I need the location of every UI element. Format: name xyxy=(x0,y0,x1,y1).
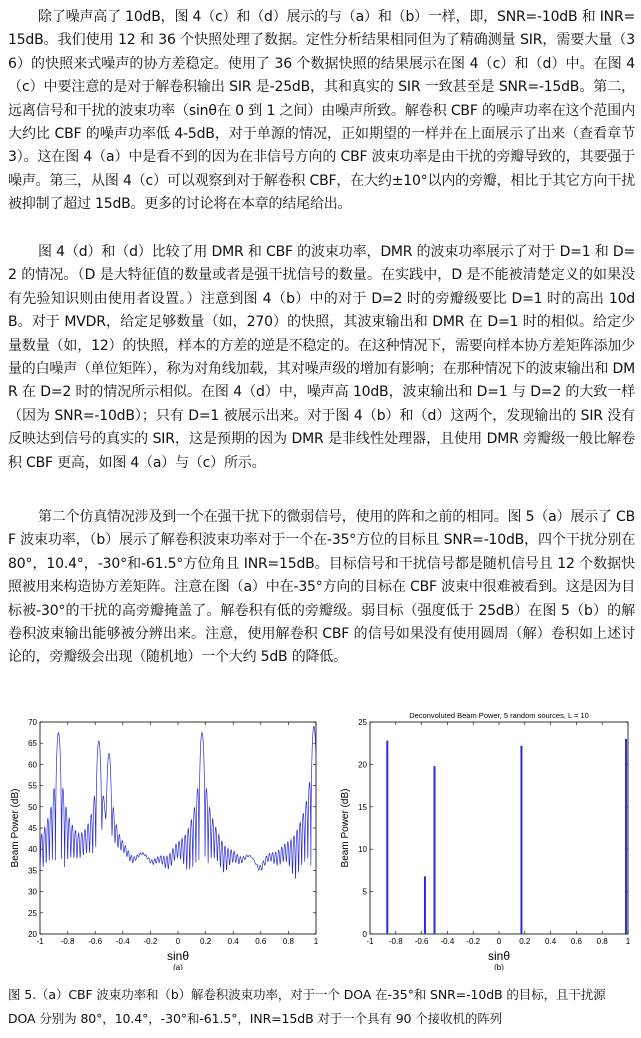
x-tick-label: -0.8 xyxy=(388,937,403,946)
y-tick-label: 25 xyxy=(28,908,37,918)
chart-title: Deconvoluted Beam Power, 5 random sources, L = 10 xyxy=(409,711,589,720)
deconv-peak-bar xyxy=(434,766,436,934)
x-tick-label: 0.2 xyxy=(200,937,212,946)
y-tick-label: 20 xyxy=(358,760,367,770)
figure-5a-cbf-plot xyxy=(6,708,322,974)
y-tick-label: 15 xyxy=(358,802,367,812)
x-tick-label: 0.6 xyxy=(570,937,582,946)
y-tick-label: 40 xyxy=(28,845,37,855)
x-tick-label: 0.4 xyxy=(227,937,239,946)
x-tick-label: -0.2 xyxy=(143,937,158,946)
x-tick-label: -0.2 xyxy=(466,937,481,946)
y-tick-label: 0 xyxy=(362,930,367,939)
deconv-peak-bar xyxy=(424,876,426,934)
deconv-plot-svg xyxy=(330,708,636,970)
x-tick-label: 0.4 xyxy=(545,937,557,946)
y-tick-label: 35 xyxy=(28,866,37,876)
y-tick-label: 55 xyxy=(28,781,37,791)
x-tick-label: -0.6 xyxy=(414,937,429,946)
deconv-peak-bar xyxy=(386,741,388,934)
deconv-peak-bar xyxy=(625,739,627,934)
y-tick-label: 20 xyxy=(28,930,37,939)
y-tick-label: 10 xyxy=(358,845,367,855)
paragraph-3: 第二个仿真情况涉及到一个在强干扰下的微弱信号，使用的阵和之前的相同。图 5（a）展示了 CBF 波束功率，（b）展示了解卷积波束功率对于一个在-35°方位的目标且 SNR=-10dB，四个干扰分别在 80°，10.4°，-30°和-61.5°方位角且 INR=15dB。目标信号和干扰信号都是随机信号且 12 个数据快照被用来构造协方差矩阵。注意在图（a）中在-35°方向的目标在 CBF 波束中很难被看到。这是因为目标被-30°的干扰的高旁瓣掩盖了。解卷积有低的旁瓣级。弱目标（强度低于 25dB）在图 5（b）的解卷积波束输出能够被分辨出来。注意，使用解卷积 CBF 的信号如果没有使用圆周（解）卷积如上述讨论的，旁瓣级会出现（随机地）一个大约 5dB 的降低。 xyxy=(8,509,635,666)
x-tick-label: -0.8 xyxy=(60,937,75,946)
x-tick-label: 0.6 xyxy=(255,937,267,946)
figure-5b-deconvolved-plot xyxy=(330,708,636,974)
x-tick-label: 0.2 xyxy=(519,937,531,946)
x-tick-label: 0 xyxy=(496,937,502,946)
x-tick-label: 1 xyxy=(625,937,631,946)
x-tick-label: -1 xyxy=(366,937,374,946)
y-tick-label: 60 xyxy=(28,760,37,770)
panel-label: (b) xyxy=(494,963,504,970)
x-tick-label: 1 xyxy=(313,937,319,946)
y-axis-label: Beam Power (dB) xyxy=(340,788,351,868)
x-tick-label: -0.4 xyxy=(115,937,130,946)
x-tick-label: 0.8 xyxy=(282,937,294,946)
panel-label: (a) xyxy=(173,963,183,970)
cbf-plot-svg xyxy=(6,708,322,970)
deconv-peak-bar xyxy=(520,746,522,934)
plot-frame xyxy=(40,722,316,934)
y-axis-label: Beam Power (dB) xyxy=(10,788,21,868)
x-axis-label: sinθ xyxy=(166,949,190,963)
y-tick-label: 5 xyxy=(362,887,367,897)
paragraph-1: 除了噪声高了 10dB，图 4（c）和（d）展示的与（a）和（b）一样，即，SNR=-10dB 和 INR=15dB。我们使用 12 和 36 个快照处理了数据。定性分析结果相同但为了精确测量 SIR，需要大量（36）的快照来式噪声的协方差稳定。使用了 36 个数据快照的结果展示在图 4（c）和（d）中。在图 4（c）中要注意的是对于解卷积输出 SIR 是-25dB，其和真实的 SIR 一致甚至是 SNR=-15dB。第二，远离信号和干扰的波束功率（sinθ在 0 到 1 之间）由噪声所致。解卷积 CBF 的噪声功率在这个范围内大约比 CBF 的噪声功率低 4-5dB，对于单源的情况，正如期望的一样并在上面展示了出来（查看章节 3）。这在图 4（a）中是看不到的因为在非信号方向的 CBF 波束功率是由干扰的旁瓣导致的，其要强于噪声。第三，从图 4（c）可以观察到对于解卷积 CBF，在大约±10°以内的旁瓣，相比于其它方向干扰被抑制了超过 15dB。更多的讨论将在本章的结尾给出。 xyxy=(8,9,635,213)
plot-frame xyxy=(370,722,628,934)
y-tick-label: 65 xyxy=(28,739,37,749)
figure-caption: 图 5.（a）CBF 波束功率和（b）解卷积波束功率，对于一个 DOA 在-35°和 SNR=-10dB 的目标，且干扰源 DOA 分别为 80°，10.4°，-30°和-61.5°，INR=15dB 对于一个具有 90 个接收机的阵列 xyxy=(8,987,606,1026)
x-tick-label: -1 xyxy=(36,937,44,946)
y-tick-label: 30 xyxy=(28,887,37,897)
x-tick-label: 0.8 xyxy=(596,937,608,946)
y-tick-label: 50 xyxy=(28,802,37,812)
x-tick-label: -0.6 xyxy=(88,937,103,946)
y-tick-label: 25 xyxy=(358,718,367,727)
x-axis-label: sinθ xyxy=(487,949,511,963)
x-tick-label: -0.4 xyxy=(440,937,455,946)
y-tick-label: 45 xyxy=(28,824,37,833)
y-tick-label: 70 xyxy=(28,718,37,727)
x-tick-label: 0 xyxy=(175,937,181,946)
paragraph-2: 图 4（d）和（d）比较了用 DMR 和 CBF 的波束功率，DMR 的波束功率展示了对于 D=1 和 D=2 的情况。（D 是大特征值的数量或者是强干扰信号的数量。在实践中，D 是不能被清楚定义的如果没有先验知识则由使用者设置。）注意到图 4（b）中的对于 D=2 时的旁瓣级要比 D=1 时的高出 10dB。对于 MVDR，给定足够数量（如，270）的快照，其波束输出和 DMR 在 D=1 时的相似。给定少量数量（如，12）的快照，样本的方差的逆是不稳定的。在这种情况下，需要向样本协方差矩阵添加少量的白噪声（单位矩阵），称为对角线加载，其对噪声级的增加有影响；在那种情况下的波束输出和 DMR 在 D=2 时的情况所示相似。在图 4（d）中，噪声高 10dB，波束输出和 D=1 与 D=2 的大致一样（因为 SNR=-10dB）；只有 D=1 被展示出来。对于图 4（b）和（d）这两个，发现输出的 SIR 没有反映达到信号的真实的 SIR，这是预期的因为 DMR 是非线性处理器，且使用 DMR 旁瓣级一般比解卷积 CBF 更高，如图 4（a）与（c）所示。 xyxy=(8,244,635,471)
